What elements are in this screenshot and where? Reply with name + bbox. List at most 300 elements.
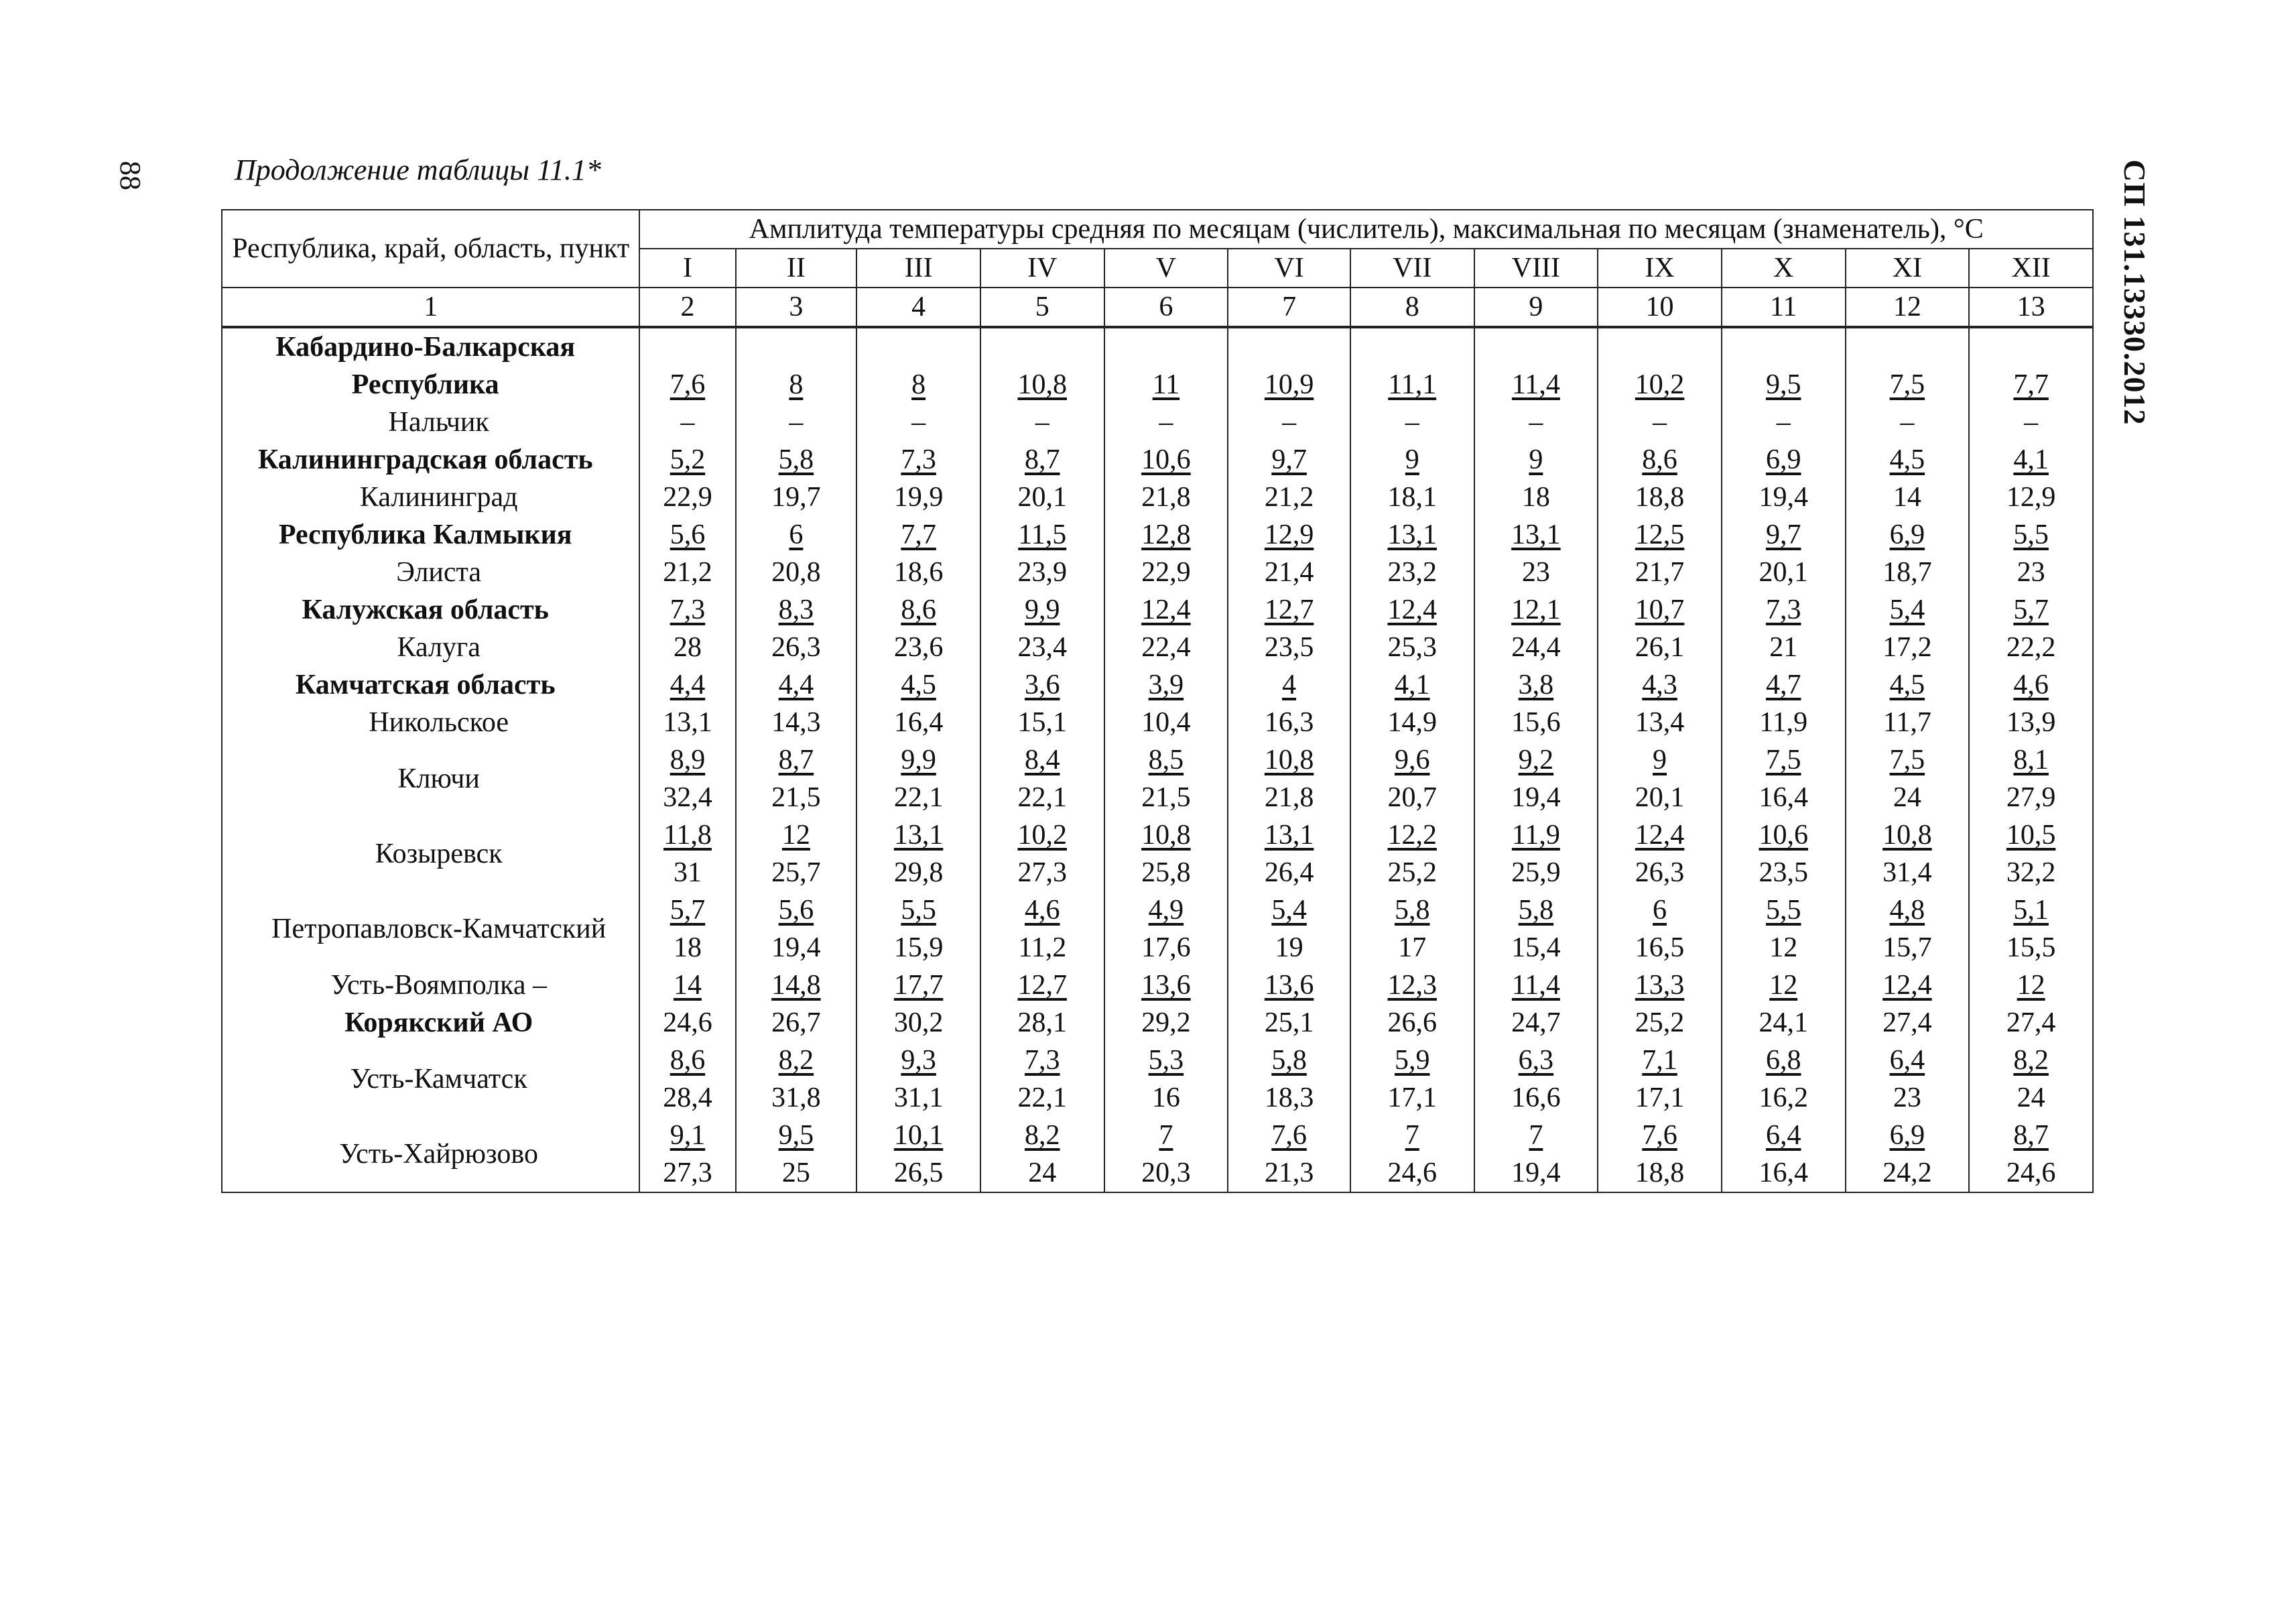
value-cell xyxy=(1350,966,1474,1042)
location-cell xyxy=(222,891,639,966)
max-amplitude: 26,3 xyxy=(771,632,821,663)
mean-amplitude: 13,6 xyxy=(1141,970,1191,1001)
max-amplitude: – xyxy=(1405,407,1419,438)
mean-amplitude: 5,5 xyxy=(1765,895,1801,926)
value-cell xyxy=(1228,591,1350,666)
max-amplitude: 14,9 xyxy=(1387,707,1437,738)
max-amplitude: 17 xyxy=(1398,932,1427,963)
max-amplitude: 14 xyxy=(1893,482,1921,513)
mean-amplitude: 4,1 xyxy=(2013,444,2049,475)
max-amplitude: 32,4 xyxy=(663,782,712,813)
value-cell xyxy=(1228,666,1350,741)
value-cell xyxy=(856,516,980,591)
max-amplitude: – xyxy=(911,407,926,438)
point-name-continued: Корякский АО xyxy=(344,1007,533,1038)
value-cell xyxy=(980,1042,1104,1117)
mean-amplitude: 6,9 xyxy=(1765,444,1801,475)
value-cell xyxy=(1598,591,1722,666)
point-name: Калуга xyxy=(397,632,481,663)
mean-amplitude: 9,3 xyxy=(901,1045,936,1076)
column-number: 13 xyxy=(1969,288,2093,327)
mean-amplitude: 6,8 xyxy=(1765,1045,1801,1076)
value-cell xyxy=(736,816,857,891)
mean-amplitude: 12,7 xyxy=(1264,595,1314,625)
value-cell xyxy=(1228,966,1350,1042)
mean-amplitude: 9,7 xyxy=(1765,519,1801,550)
value-cell xyxy=(1969,816,2093,891)
value-cell xyxy=(1598,441,1722,516)
value-cell xyxy=(980,741,1104,816)
max-amplitude: – xyxy=(1653,407,1667,438)
value-cell xyxy=(856,666,980,741)
max-amplitude: 17,1 xyxy=(1387,1082,1437,1113)
table-row xyxy=(222,327,2093,441)
mean-amplitude: 11,1 xyxy=(1388,369,1437,400)
max-amplitude: 21,8 xyxy=(1264,782,1314,813)
value-cell xyxy=(1969,666,2093,741)
point-name: Усть-Хайрюзово xyxy=(339,1139,538,1170)
value-cell xyxy=(1846,591,1970,666)
max-amplitude: 24,4 xyxy=(1511,632,1561,663)
mean-amplitude: 5,7 xyxy=(669,895,706,926)
location-cell xyxy=(222,1042,639,1117)
mean-amplitude: 8 xyxy=(789,369,804,400)
max-amplitude: 24 xyxy=(1028,1158,1057,1188)
column-header-location: Республика, край, область, пункт xyxy=(222,210,639,288)
mean-amplitude: 12,4 xyxy=(1387,595,1437,625)
mean-amplitude: 4,6 xyxy=(2013,670,2049,700)
max-amplitude: 27,3 xyxy=(1017,857,1067,888)
max-amplitude: 20,8 xyxy=(771,557,821,588)
max-amplitude: 16,6 xyxy=(1511,1082,1561,1113)
mean-amplitude: 9,9 xyxy=(901,745,936,775)
value-cell xyxy=(1474,666,1598,741)
value-cell xyxy=(1104,816,1228,891)
max-amplitude: 23 xyxy=(2017,557,2045,588)
mean-amplitude: 7,3 xyxy=(901,444,936,475)
mean-amplitude: 5,6 xyxy=(669,519,706,550)
max-amplitude: 26,7 xyxy=(771,1007,821,1038)
value-cell xyxy=(1969,1117,2093,1192)
value-cell xyxy=(1350,816,1474,891)
point-name: Никольское xyxy=(369,707,509,738)
value-cell xyxy=(736,966,857,1042)
max-amplitude: 20,1 xyxy=(1635,782,1685,813)
value-cell xyxy=(1722,441,1846,516)
value-cell xyxy=(980,1117,1104,1192)
month-header: I xyxy=(639,249,735,288)
max-amplitude: 19,4 xyxy=(1511,1158,1561,1188)
max-amplitude: 30,2 xyxy=(893,1007,944,1038)
point-name: Козыревск xyxy=(375,838,503,869)
mean-amplitude: 5,9 xyxy=(1394,1045,1430,1076)
value-cell xyxy=(1969,441,2093,516)
mean-amplitude: 12,1 xyxy=(1511,595,1561,625)
mean-amplitude: 6 xyxy=(1653,895,1667,926)
value-cell xyxy=(639,1042,735,1117)
mean-amplitude: 17,7 xyxy=(893,970,944,1001)
mean-amplitude: 9 xyxy=(1405,444,1419,475)
mean-amplitude: 4,1 xyxy=(1394,670,1430,700)
value-cell xyxy=(736,741,857,816)
mean-amplitude: 8,2 xyxy=(2013,1045,2049,1076)
mean-amplitude: 5,6 xyxy=(778,895,814,926)
value-cell xyxy=(980,591,1104,666)
region-name: Камчатская область xyxy=(295,670,556,700)
value-cell xyxy=(856,327,980,441)
month-header: VIII xyxy=(1474,249,1598,288)
point-name: Элиста xyxy=(396,557,482,588)
mean-amplitude: 12 xyxy=(781,820,810,851)
max-amplitude: 31 xyxy=(673,857,702,888)
max-amplitude: 16,4 xyxy=(1759,782,1808,813)
mean-amplitude: 4,6 xyxy=(1024,895,1060,926)
max-amplitude: 24,6 xyxy=(1387,1158,1437,1188)
value-cell xyxy=(1350,741,1474,816)
mean-amplitude: 6,4 xyxy=(1889,1045,1925,1076)
max-amplitude: 27,3 xyxy=(663,1158,712,1188)
mean-amplitude: 10,2 xyxy=(1635,369,1685,400)
value-cell xyxy=(1846,666,1970,741)
mean-amplitude: 8,7 xyxy=(1024,444,1060,475)
value-cell xyxy=(980,891,1104,966)
month-header: VI xyxy=(1228,249,1350,288)
mean-amplitude: 8,2 xyxy=(778,1045,814,1076)
value-cell xyxy=(1969,1042,2093,1117)
value-cell xyxy=(1722,327,1846,441)
value-cell xyxy=(1228,1117,1350,1192)
value-cell xyxy=(1474,816,1598,891)
mean-amplitude: 8,6 xyxy=(1642,444,1677,475)
mean-amplitude: 4,4 xyxy=(669,670,706,700)
value-cell xyxy=(1350,516,1474,591)
value-cell xyxy=(736,516,857,591)
max-amplitude: 24,7 xyxy=(1511,1007,1561,1038)
value-cell xyxy=(1228,816,1350,891)
mean-amplitude: 13,6 xyxy=(1264,970,1314,1001)
mean-amplitude: 5,4 xyxy=(1271,895,1307,926)
max-amplitude: 23,9 xyxy=(1017,557,1067,588)
temperature-amplitude-table xyxy=(221,209,2094,1193)
point-name: Ключи xyxy=(397,763,480,794)
max-amplitude: 16,2 xyxy=(1759,1082,1808,1113)
max-amplitude: 22,1 xyxy=(1017,1082,1067,1113)
mean-amplitude: 11,9 xyxy=(1511,820,1560,851)
mean-amplitude: 10,6 xyxy=(1759,820,1808,851)
mean-amplitude: 4,7 xyxy=(1765,670,1801,700)
mean-amplitude: 6,9 xyxy=(1889,1120,1925,1151)
mean-amplitude: 4,5 xyxy=(901,670,936,700)
max-amplitude: 23 xyxy=(1521,557,1550,588)
column-group-header: Амплитуда температуры средняя по месяцам (числитель), максимальная по месяцам (знаменатель), °С xyxy=(639,210,2093,249)
value-cell xyxy=(1350,327,1474,441)
max-amplitude: 22,1 xyxy=(893,782,944,813)
max-amplitude: 21,3 xyxy=(1264,1158,1314,1188)
month-header: XII xyxy=(1969,249,2093,288)
max-amplitude: 19,4 xyxy=(1511,782,1561,813)
max-amplitude: 23,5 xyxy=(1759,857,1808,888)
max-amplitude: 22,1 xyxy=(1017,782,1067,813)
location-cell xyxy=(222,1117,639,1192)
mean-amplitude: 7 xyxy=(1159,1120,1173,1151)
mean-amplitude: 12,4 xyxy=(1141,595,1191,625)
value-cell xyxy=(1722,891,1846,966)
max-amplitude: 24 xyxy=(2017,1082,2045,1113)
max-amplitude: 25,8 xyxy=(1141,857,1191,888)
value-cell xyxy=(856,591,980,666)
point-name: Усть-Воямполка – xyxy=(330,970,548,1001)
mean-amplitude: 12,9 xyxy=(1264,519,1314,550)
value-cell xyxy=(980,666,1104,741)
column-number: 1 xyxy=(222,288,639,327)
max-amplitude: – xyxy=(1035,407,1049,438)
max-amplitude: 21,5 xyxy=(1141,782,1191,813)
max-amplitude: 31,1 xyxy=(893,1082,944,1113)
max-amplitude: 19,9 xyxy=(893,482,944,513)
max-amplitude: 22,9 xyxy=(663,482,712,513)
max-amplitude: 16,4 xyxy=(1759,1158,1808,1188)
mean-amplitude: 12 xyxy=(2017,970,2045,1001)
max-amplitude: 15,5 xyxy=(2006,932,2056,963)
table-row xyxy=(222,441,2093,516)
mean-amplitude: 5,8 xyxy=(1518,895,1554,926)
mean-amplitude: 7,3 xyxy=(1765,595,1801,625)
max-amplitude: 18,3 xyxy=(1264,1082,1314,1113)
max-amplitude: 27,9 xyxy=(2006,782,2056,813)
value-cell xyxy=(1846,891,1970,966)
column-number: 10 xyxy=(1598,288,1722,327)
region-name: Кабардино-Балкарская Республика xyxy=(275,332,576,400)
value-cell xyxy=(736,1117,857,1192)
value-cell xyxy=(1228,441,1350,516)
max-amplitude: 22,9 xyxy=(1141,557,1191,588)
mean-amplitude: 12,4 xyxy=(1883,970,1932,1001)
mean-amplitude: 10,7 xyxy=(1635,595,1685,625)
max-amplitude: 22,4 xyxy=(1141,632,1191,663)
mean-amplitude: 11,5 xyxy=(1018,519,1067,550)
value-cell xyxy=(1474,591,1598,666)
max-amplitude: 24,2 xyxy=(1883,1158,1932,1188)
value-cell xyxy=(1598,741,1722,816)
max-amplitude: – xyxy=(1159,407,1173,438)
value-cell xyxy=(1722,741,1846,816)
location-cell xyxy=(222,591,639,666)
value-cell xyxy=(1350,666,1474,741)
mean-amplitude: 14,8 xyxy=(771,970,821,1001)
value-cell xyxy=(1598,327,1722,441)
mean-amplitude: 4,5 xyxy=(1889,444,1925,475)
mean-amplitude: 4,4 xyxy=(778,670,814,700)
max-amplitude: 32,2 xyxy=(2006,857,2056,888)
value-cell xyxy=(1722,1042,1846,1117)
table-row xyxy=(222,891,2093,966)
mean-amplitude: 8,4 xyxy=(1024,745,1060,775)
max-amplitude: 13,1 xyxy=(663,707,712,738)
column-number: 5 xyxy=(980,288,1104,327)
point-name: Петропавловск-Камчатский xyxy=(271,914,607,944)
max-amplitude: 25,9 xyxy=(1511,857,1561,888)
value-cell xyxy=(1969,891,2093,966)
column-number: 6 xyxy=(1104,288,1228,327)
value-cell xyxy=(856,966,980,1042)
max-amplitude: 18,1 xyxy=(1387,482,1437,513)
value-cell xyxy=(1104,1042,1228,1117)
value-cell xyxy=(1969,516,2093,591)
mean-amplitude: 5,3 xyxy=(1148,1045,1184,1076)
value-cell xyxy=(1598,816,1722,891)
max-amplitude: 31,8 xyxy=(771,1082,821,1113)
column-number: 12 xyxy=(1846,288,1970,327)
max-amplitude: 20,1 xyxy=(1759,557,1808,588)
max-amplitude: 26,3 xyxy=(1635,857,1685,888)
mean-amplitude: 10,8 xyxy=(1141,820,1191,851)
value-cell xyxy=(639,516,735,591)
max-amplitude: – xyxy=(789,407,804,438)
table-row xyxy=(222,1117,2093,1192)
column-number: 4 xyxy=(856,288,980,327)
max-amplitude: 25,2 xyxy=(1387,857,1437,888)
max-amplitude: 26,6 xyxy=(1387,1007,1437,1038)
mean-amplitude: 13,1 xyxy=(893,820,944,851)
value-cell xyxy=(736,891,857,966)
max-amplitude: 11,9 xyxy=(1759,707,1808,738)
value-cell xyxy=(639,816,735,891)
max-amplitude: 17,1 xyxy=(1635,1082,1685,1113)
table-row xyxy=(222,666,2093,741)
location-cell xyxy=(222,327,639,441)
mean-amplitude: 7,5 xyxy=(1889,745,1925,775)
value-cell xyxy=(1846,516,1970,591)
value-cell xyxy=(1104,441,1228,516)
mean-amplitude: 7,3 xyxy=(669,595,706,625)
value-cell xyxy=(1846,1042,1970,1117)
max-amplitude: 21 xyxy=(1769,632,1798,663)
table-row xyxy=(222,1042,2093,1117)
value-cell xyxy=(639,966,735,1042)
mean-amplitude: 11,8 xyxy=(663,820,712,851)
max-amplitude: 24,6 xyxy=(2006,1158,2056,1188)
point-name: Калининград xyxy=(359,482,518,513)
value-cell xyxy=(1474,441,1598,516)
mean-amplitude: 6,9 xyxy=(1889,519,1925,550)
max-amplitude: – xyxy=(1900,407,1915,438)
mean-amplitude: 13,3 xyxy=(1635,970,1685,1001)
region-name: Калужская область xyxy=(302,595,549,625)
value-cell xyxy=(1228,891,1350,966)
mean-amplitude: 9,1 xyxy=(669,1120,706,1151)
location-cell xyxy=(222,741,639,816)
table-row xyxy=(222,516,2093,591)
max-amplitude: 21,7 xyxy=(1635,557,1685,588)
value-cell xyxy=(1228,1042,1350,1117)
max-amplitude: 19,7 xyxy=(771,482,821,513)
max-amplitude: 26,4 xyxy=(1264,857,1314,888)
mean-amplitude: 9,9 xyxy=(1024,595,1060,625)
value-cell xyxy=(736,1042,857,1117)
mean-amplitude: 13,1 xyxy=(1264,820,1314,851)
max-amplitude: 21,2 xyxy=(663,557,712,588)
max-amplitude: 10,4 xyxy=(1141,707,1191,738)
value-cell xyxy=(1104,966,1228,1042)
mean-amplitude: 14 xyxy=(673,970,702,1001)
max-amplitude: 23,2 xyxy=(1387,557,1437,588)
max-amplitude: 16,4 xyxy=(893,707,944,738)
value-cell xyxy=(1474,741,1598,816)
max-amplitude: 24 xyxy=(1893,782,1921,813)
max-amplitude: 25,7 xyxy=(771,857,821,888)
max-amplitude: 28,4 xyxy=(663,1082,712,1113)
mean-amplitude: 11,4 xyxy=(1511,970,1560,1001)
value-cell xyxy=(1474,1042,1598,1117)
value-cell xyxy=(1474,966,1598,1042)
max-amplitude: 25,3 xyxy=(1387,632,1437,663)
column-number: 7 xyxy=(1228,288,1350,327)
max-amplitude: 13,9 xyxy=(2006,707,2056,738)
mean-amplitude: 10,5 xyxy=(2006,820,2056,851)
max-amplitude: 18,6 xyxy=(893,557,944,588)
mean-amplitude: 9 xyxy=(1653,745,1667,775)
value-cell xyxy=(1722,1117,1846,1192)
mean-amplitude: 10,8 xyxy=(1017,369,1067,400)
value-cell xyxy=(736,591,857,666)
mean-amplitude: 10,8 xyxy=(1264,745,1314,775)
value-cell xyxy=(1722,966,1846,1042)
max-amplitude: 16 xyxy=(1151,1082,1180,1113)
mean-amplitude: 7,7 xyxy=(901,519,936,550)
table-row xyxy=(222,591,2093,666)
mean-amplitude: 5,7 xyxy=(2013,595,2049,625)
mean-amplitude: 7,3 xyxy=(1024,1045,1060,1076)
max-amplitude: 19,4 xyxy=(1759,482,1808,513)
value-cell xyxy=(1104,516,1228,591)
value-cell xyxy=(1846,966,1970,1042)
mean-amplitude: 10,1 xyxy=(893,1120,944,1151)
value-cell xyxy=(1598,516,1722,591)
max-amplitude: 12 xyxy=(1769,932,1798,963)
value-cell xyxy=(736,666,857,741)
value-cell xyxy=(1104,741,1228,816)
max-amplitude: 19 xyxy=(1275,932,1303,963)
value-cell xyxy=(1350,891,1474,966)
max-amplitude: 26,5 xyxy=(893,1158,944,1188)
value-cell xyxy=(980,327,1104,441)
max-amplitude: 15,7 xyxy=(1883,932,1932,963)
mean-amplitude: 9,7 xyxy=(1271,444,1307,475)
document-code: СП 131.13330.2012 xyxy=(2118,160,2152,426)
mean-amplitude: 7,1 xyxy=(1642,1045,1677,1076)
value-cell xyxy=(736,327,857,441)
mean-amplitude: 3,9 xyxy=(1148,670,1184,700)
max-amplitude: 24,6 xyxy=(663,1007,712,1038)
mean-amplitude: 7,6 xyxy=(1642,1120,1677,1151)
value-cell xyxy=(1350,441,1474,516)
mean-amplitude: 10,8 xyxy=(1883,820,1932,851)
mean-amplitude: 10,6 xyxy=(1141,444,1191,475)
mean-amplitude: 12,3 xyxy=(1387,970,1437,1001)
value-cell xyxy=(1228,327,1350,441)
max-amplitude: 17,2 xyxy=(1883,632,1932,663)
max-amplitude: 18,8 xyxy=(1635,482,1685,513)
max-amplitude: 18,7 xyxy=(1883,557,1932,588)
month-header: V xyxy=(1104,249,1228,288)
value-cell xyxy=(639,1117,735,1192)
month-header: II xyxy=(736,249,857,288)
max-amplitude: 15,9 xyxy=(893,932,944,963)
value-cell xyxy=(1846,327,1970,441)
mean-amplitude: 6,3 xyxy=(1518,1045,1554,1076)
value-cell xyxy=(639,891,735,966)
max-amplitude: 15,4 xyxy=(1511,932,1561,963)
